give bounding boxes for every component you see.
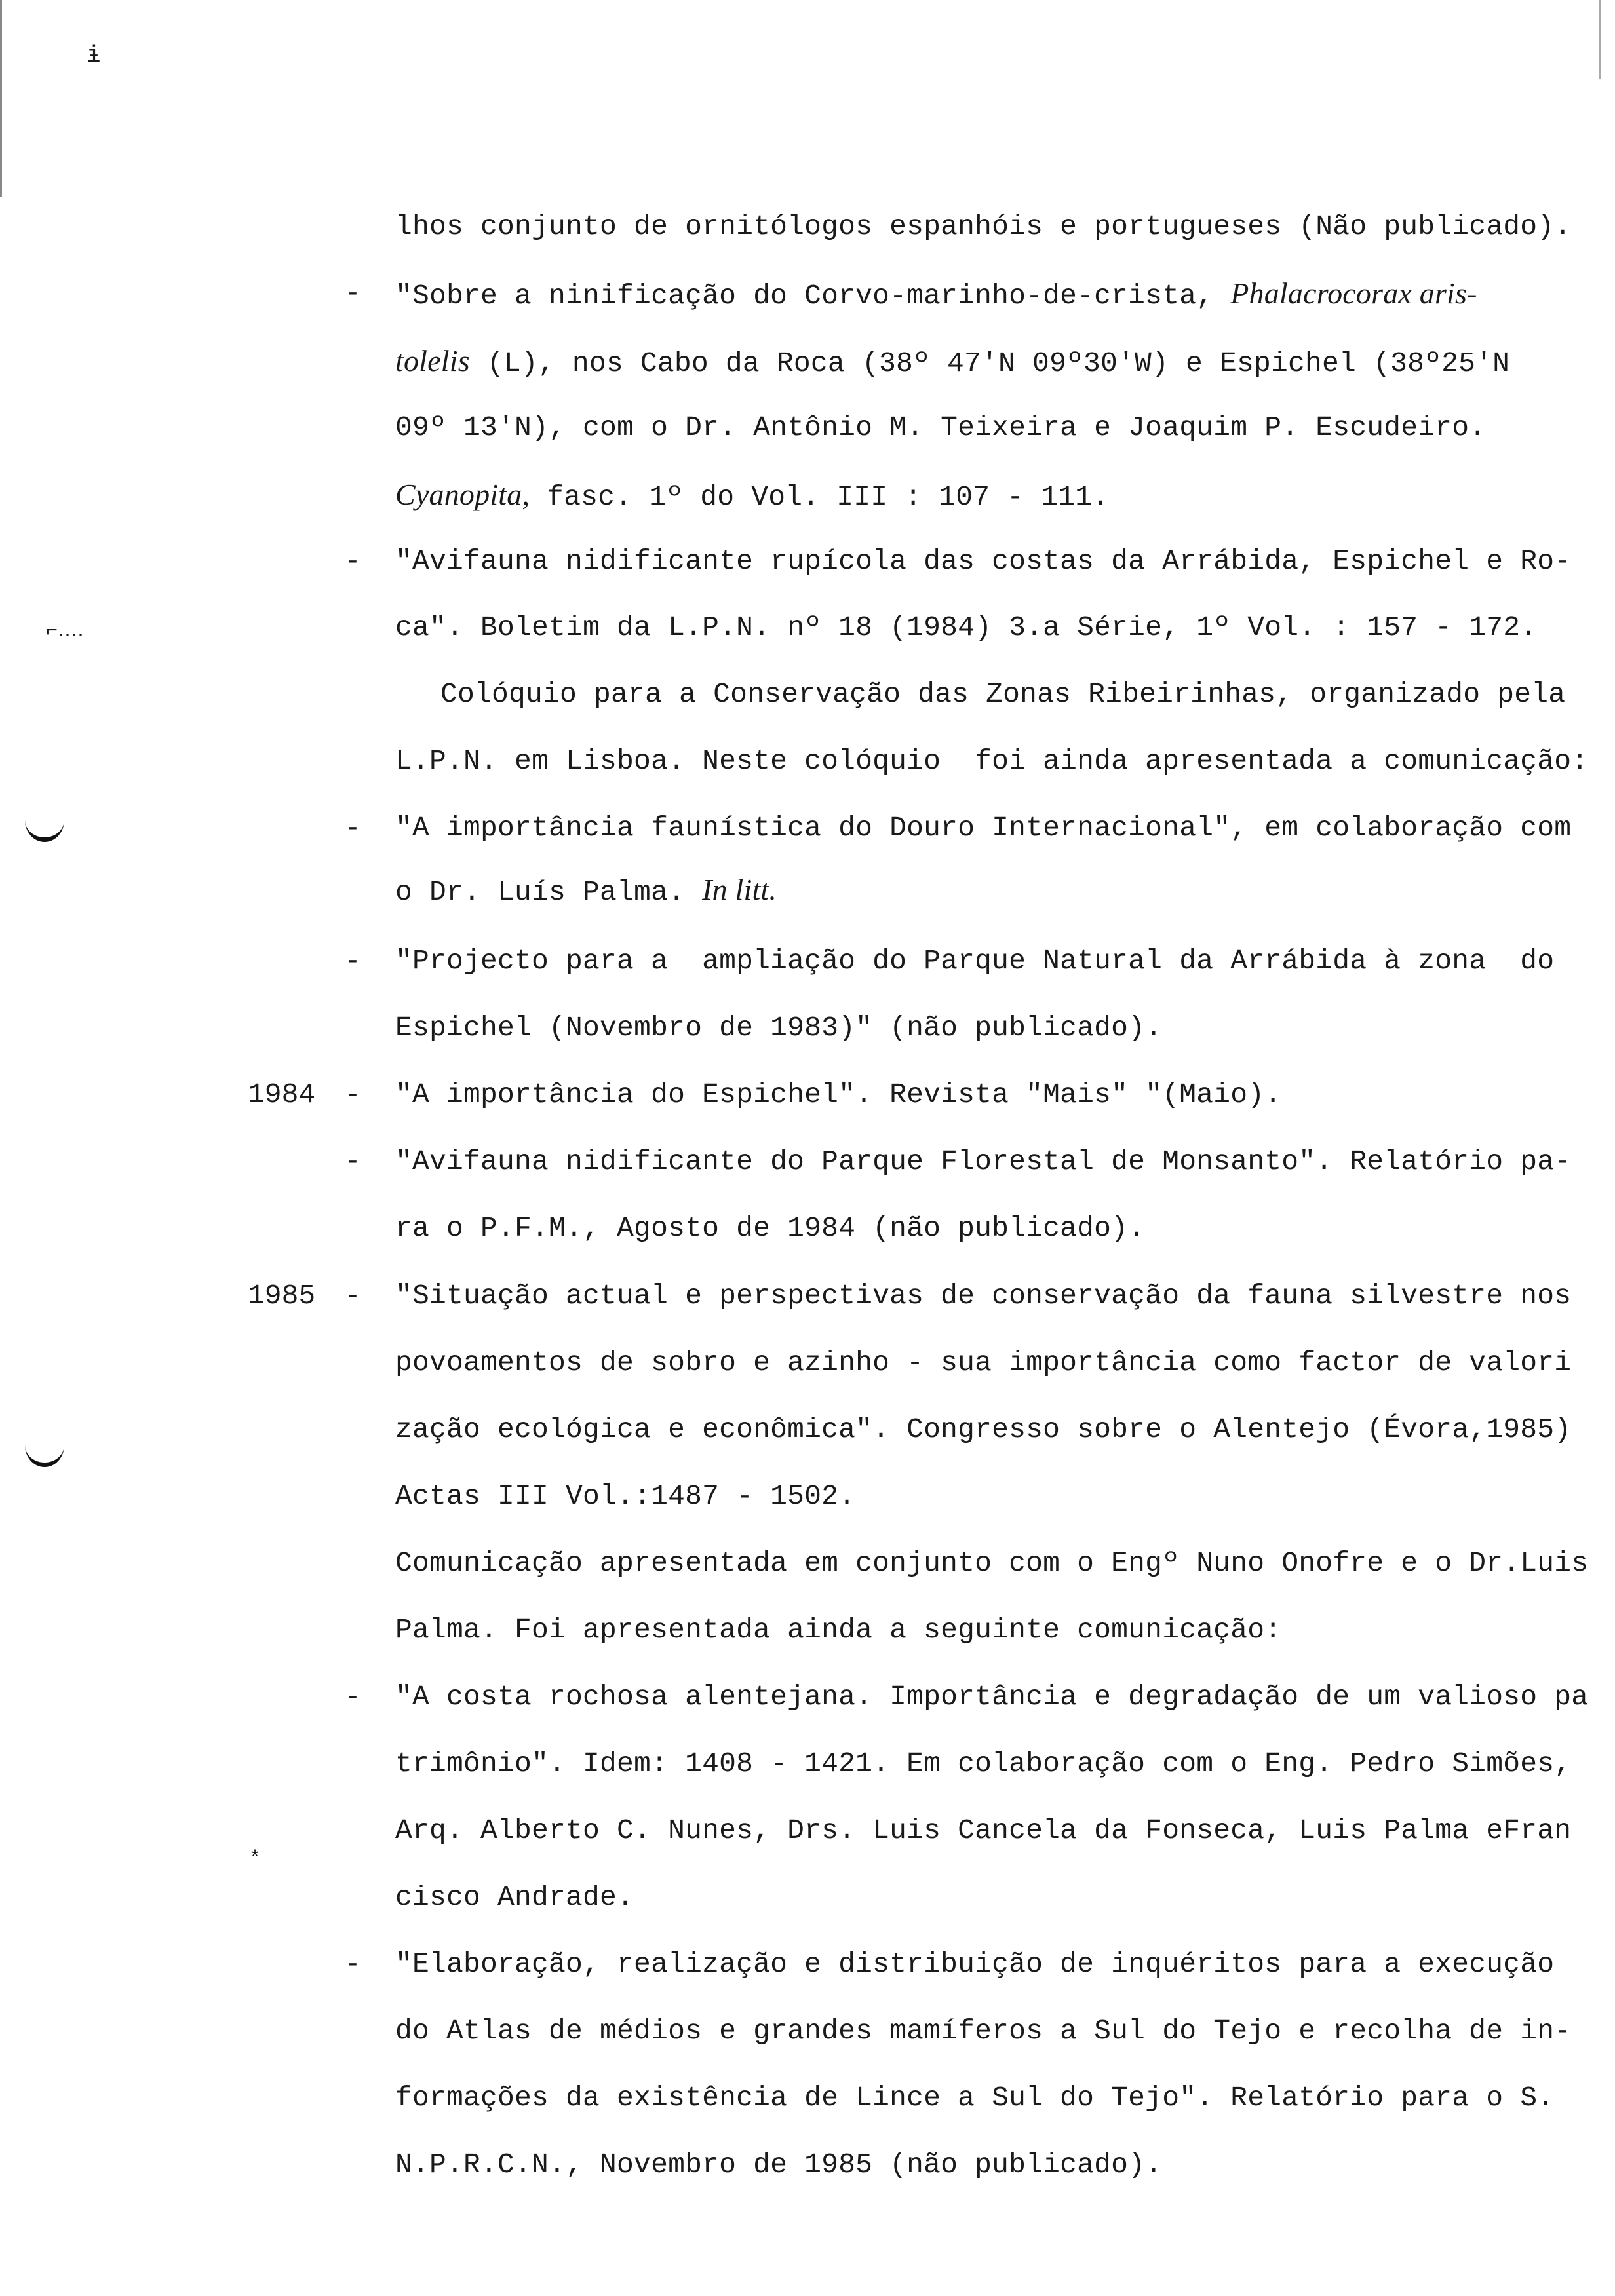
text-line: Espichel (Novembro de 1983)" (não publicado). [395, 1012, 1163, 1044]
text-line: lhos conjunto de ornitólogos espanhóis e portugueses (Não publicado). [395, 210, 1572, 242]
list-dash: - [344, 1948, 361, 1980]
text-line: "Sobre a ninificação do Corvo-marinho-de-crista, Phalacrocorax aris- [395, 277, 1477, 312]
text-line: "Avifauna nidificante rupícola das costas da Arrábida, Espichel e Ro- [395, 545, 1572, 577]
margin-scribble: ⌐‥‥ [46, 621, 85, 643]
text-line: zação ecológica e econômica". Congresso sobre o Alentejo (Évora,1985) [395, 1413, 1572, 1445]
text-line: "Avifauna nidificante do Parque Florestal de Monsanto". Relatório pa- [395, 1145, 1572, 1177]
species-name: Phalacrocorax aris- [1230, 277, 1477, 310]
scan-edge-line [0, 0, 2, 197]
text-line: formações da existência de Lince a Sul do Tejo". Relatório para o S. [395, 2082, 1555, 2114]
text-line: N.P.R.C.N., Novembro de 1985 (não publicado). [395, 2149, 1163, 2181]
list-dash: - [344, 277, 361, 309]
species-name: tolelis [395, 344, 470, 377]
text-line: o Dr. Luís Palma. In litt. [395, 873, 777, 908]
text-line: povoamentos de sobro e azinho - sua importância como factor de valori [395, 1347, 1572, 1379]
list-dash: - [344, 1681, 361, 1713]
text-line: trimônio". Idem: 1408 - 1421. Em colaboração com o Eng. Pedro Simões, [395, 1748, 1572, 1780]
text-line: Colóquio para a Conservação das Zonas Ribeirinhas, organizado pela [440, 678, 1566, 710]
list-dash: - [344, 945, 361, 977]
text-line: "Projecto para a ampliação do Parque Natural da Arrábida à zona do [395, 945, 1555, 977]
handwritten-note: In litt. [702, 873, 777, 906]
text-line: "A costa rochosa alentejana. Importância e degradação de um valioso pa [395, 1681, 1589, 1713]
text-line: Arq. Alberto C. Nunes, Drs. Luis Cancela da Fonseca, Luis Palma eFran [395, 1814, 1572, 1846]
list-dash: - [344, 812, 361, 844]
text-line: do Atlas de médios e grandes mamíferos a Sul do Tejo e recolha de in- [395, 2015, 1572, 2047]
text-line: cisco Andrade. [395, 1881, 634, 1913]
text-line: 09º 13'N), com o Dr. Antônio M. Teixeira e Joaquim P. Escudeiro. [395, 411, 1487, 444]
journal-title: Cyanopita, [395, 478, 530, 511]
scan-edge-line [1599, 0, 1601, 79]
text-line: Comunicação apresentada em conjunto com o Engº Nuno Onofre e o Dr.Luis [395, 1547, 1589, 1579]
year-label: 1984 [248, 1079, 316, 1111]
list-dash: - [344, 1280, 361, 1312]
text-line: Actas III Vol.:1487 - 1502. [395, 1480, 856, 1512]
list-dash: - [344, 1145, 361, 1177]
text-line: "Situação actual e perspectivas de conservação da fauna silvestre nos [395, 1280, 1572, 1312]
year-label: 1985 [248, 1280, 316, 1312]
text-line: Cyanopita, fasc. 1º do Vol. III : 107 - 111. [395, 478, 1110, 513]
text-line: Palma. Foi apresentada ainda a seguinte comunicação: [395, 1614, 1282, 1646]
text-line: "Elaboração, realização e distribuição de inquéritos para a execução [395, 1948, 1555, 1980]
text-line: tolelis (L), nos Cabo da Roca (38º 47'N 09º30'W) e Espichel (38º25'N [395, 344, 1510, 379]
binder-hole-mark [25, 798, 64, 842]
binder-hole-mark [25, 1423, 64, 1467]
list-dash: - [344, 545, 361, 577]
text-line: "A importância do Espichel". Revista "Mais" "(Maio). [395, 1079, 1282, 1111]
scan-tick-mark: ɨ [87, 42, 101, 69]
text-line: L.P.N. em Lisboa. Neste colóquio foi ainda apresentada a comunicação: [395, 745, 1589, 777]
text-line: "A importância faunística do Douro Internacional", em colaboração com [395, 812, 1572, 844]
text-line: ca". Boletim da L.P.N. nº 18 (1984) 3.a Série, 1º Vol. : 157 - 172. [395, 611, 1538, 643]
list-dash: - [344, 1079, 361, 1111]
margin-asterisk: * [249, 1848, 262, 1870]
text-line: ra o P.F.M., Agosto de 1984 (não publicado). [395, 1212, 1146, 1244]
